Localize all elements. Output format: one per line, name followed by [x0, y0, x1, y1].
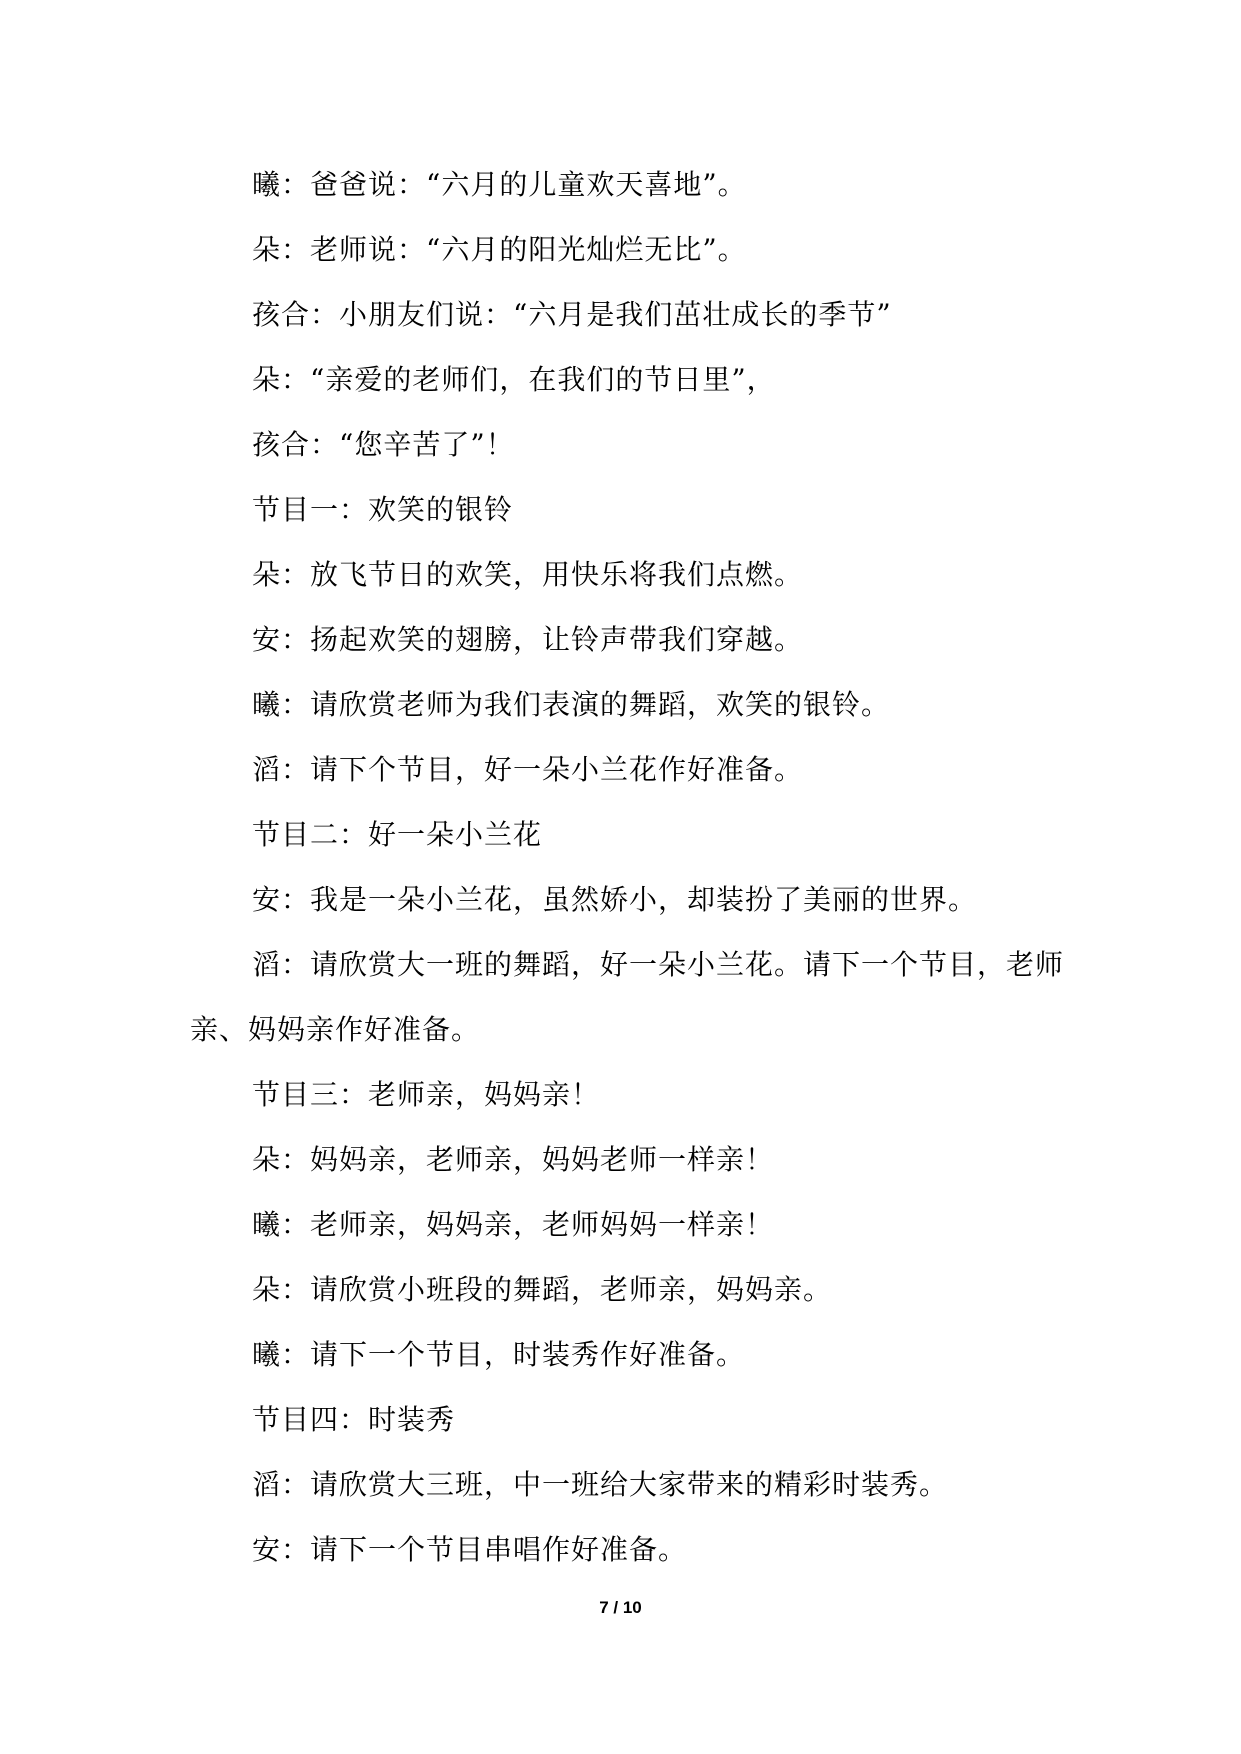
program-heading: 节目一：欢笑的银铃: [252, 493, 514, 526]
paragraph: 安：我是一朵小兰花，虽然娇小，却装扮了美丽的世界。: [252, 883, 978, 916]
paragraph: 朵：放飞节日的欢笑，用快乐将我们点燃。: [252, 558, 804, 591]
paragraph: 孩合：“您辛苦了”！: [252, 428, 515, 461]
paragraph: 安：请下一个节目串唱作好准备。: [252, 1533, 688, 1566]
paragraph: 朵：“亲爱的老师们，在我们的节日里”，: [252, 363, 776, 396]
program-heading: 节目三：老师亲，妈妈亲！: [252, 1078, 601, 1111]
paragraph: 曦：请下一个节目，时装秀作好准备。: [252, 1338, 746, 1371]
paragraph: 滔：请欣赏大一班的舞蹈，好一朵小兰花。请下一个节目，老师亲、妈妈亲作好准备。: [190, 948, 1065, 1046]
paragraph: 滔：请欣赏大三班，中一班给大家带来的精彩时装秀。: [252, 1468, 949, 1501]
page-number: 7 / 10: [599, 1598, 642, 1617]
paragraph: 安：扬起欢笑的翅膀，让铃声带我们穿越。: [252, 623, 804, 656]
paragraph: 滔：请下个节目，好一朵小兰花作好准备。: [252, 753, 804, 786]
paragraph: 朵：老师说：“六月的阳光灿烂无比”。: [252, 233, 747, 266]
paragraph: 孩合：小朋友们说：“六月是我们茁壮成长的季节”: [252, 298, 892, 331]
paragraph: 曦：老师亲，妈妈亲，老师妈妈一样亲！: [252, 1208, 775, 1241]
program-heading: 节目四：时装秀: [252, 1403, 456, 1436]
paragraph: 朵：请欣赏小班段的舞蹈，老师亲，妈妈亲。: [252, 1273, 833, 1306]
paragraph: 曦：请欣赏老师为我们表演的舞蹈，欢笑的银铃。: [252, 688, 891, 721]
document-body: [190, 152, 1080, 1582]
paragraph: 朵：妈妈亲，老师亲，妈妈老师一样亲！: [252, 1143, 775, 1176]
paragraph: 曦：爸爸说：“六月的儿童欢天喜地”。: [252, 168, 747, 201]
program-heading: 节目二：好一朵小兰花: [252, 818, 543, 851]
